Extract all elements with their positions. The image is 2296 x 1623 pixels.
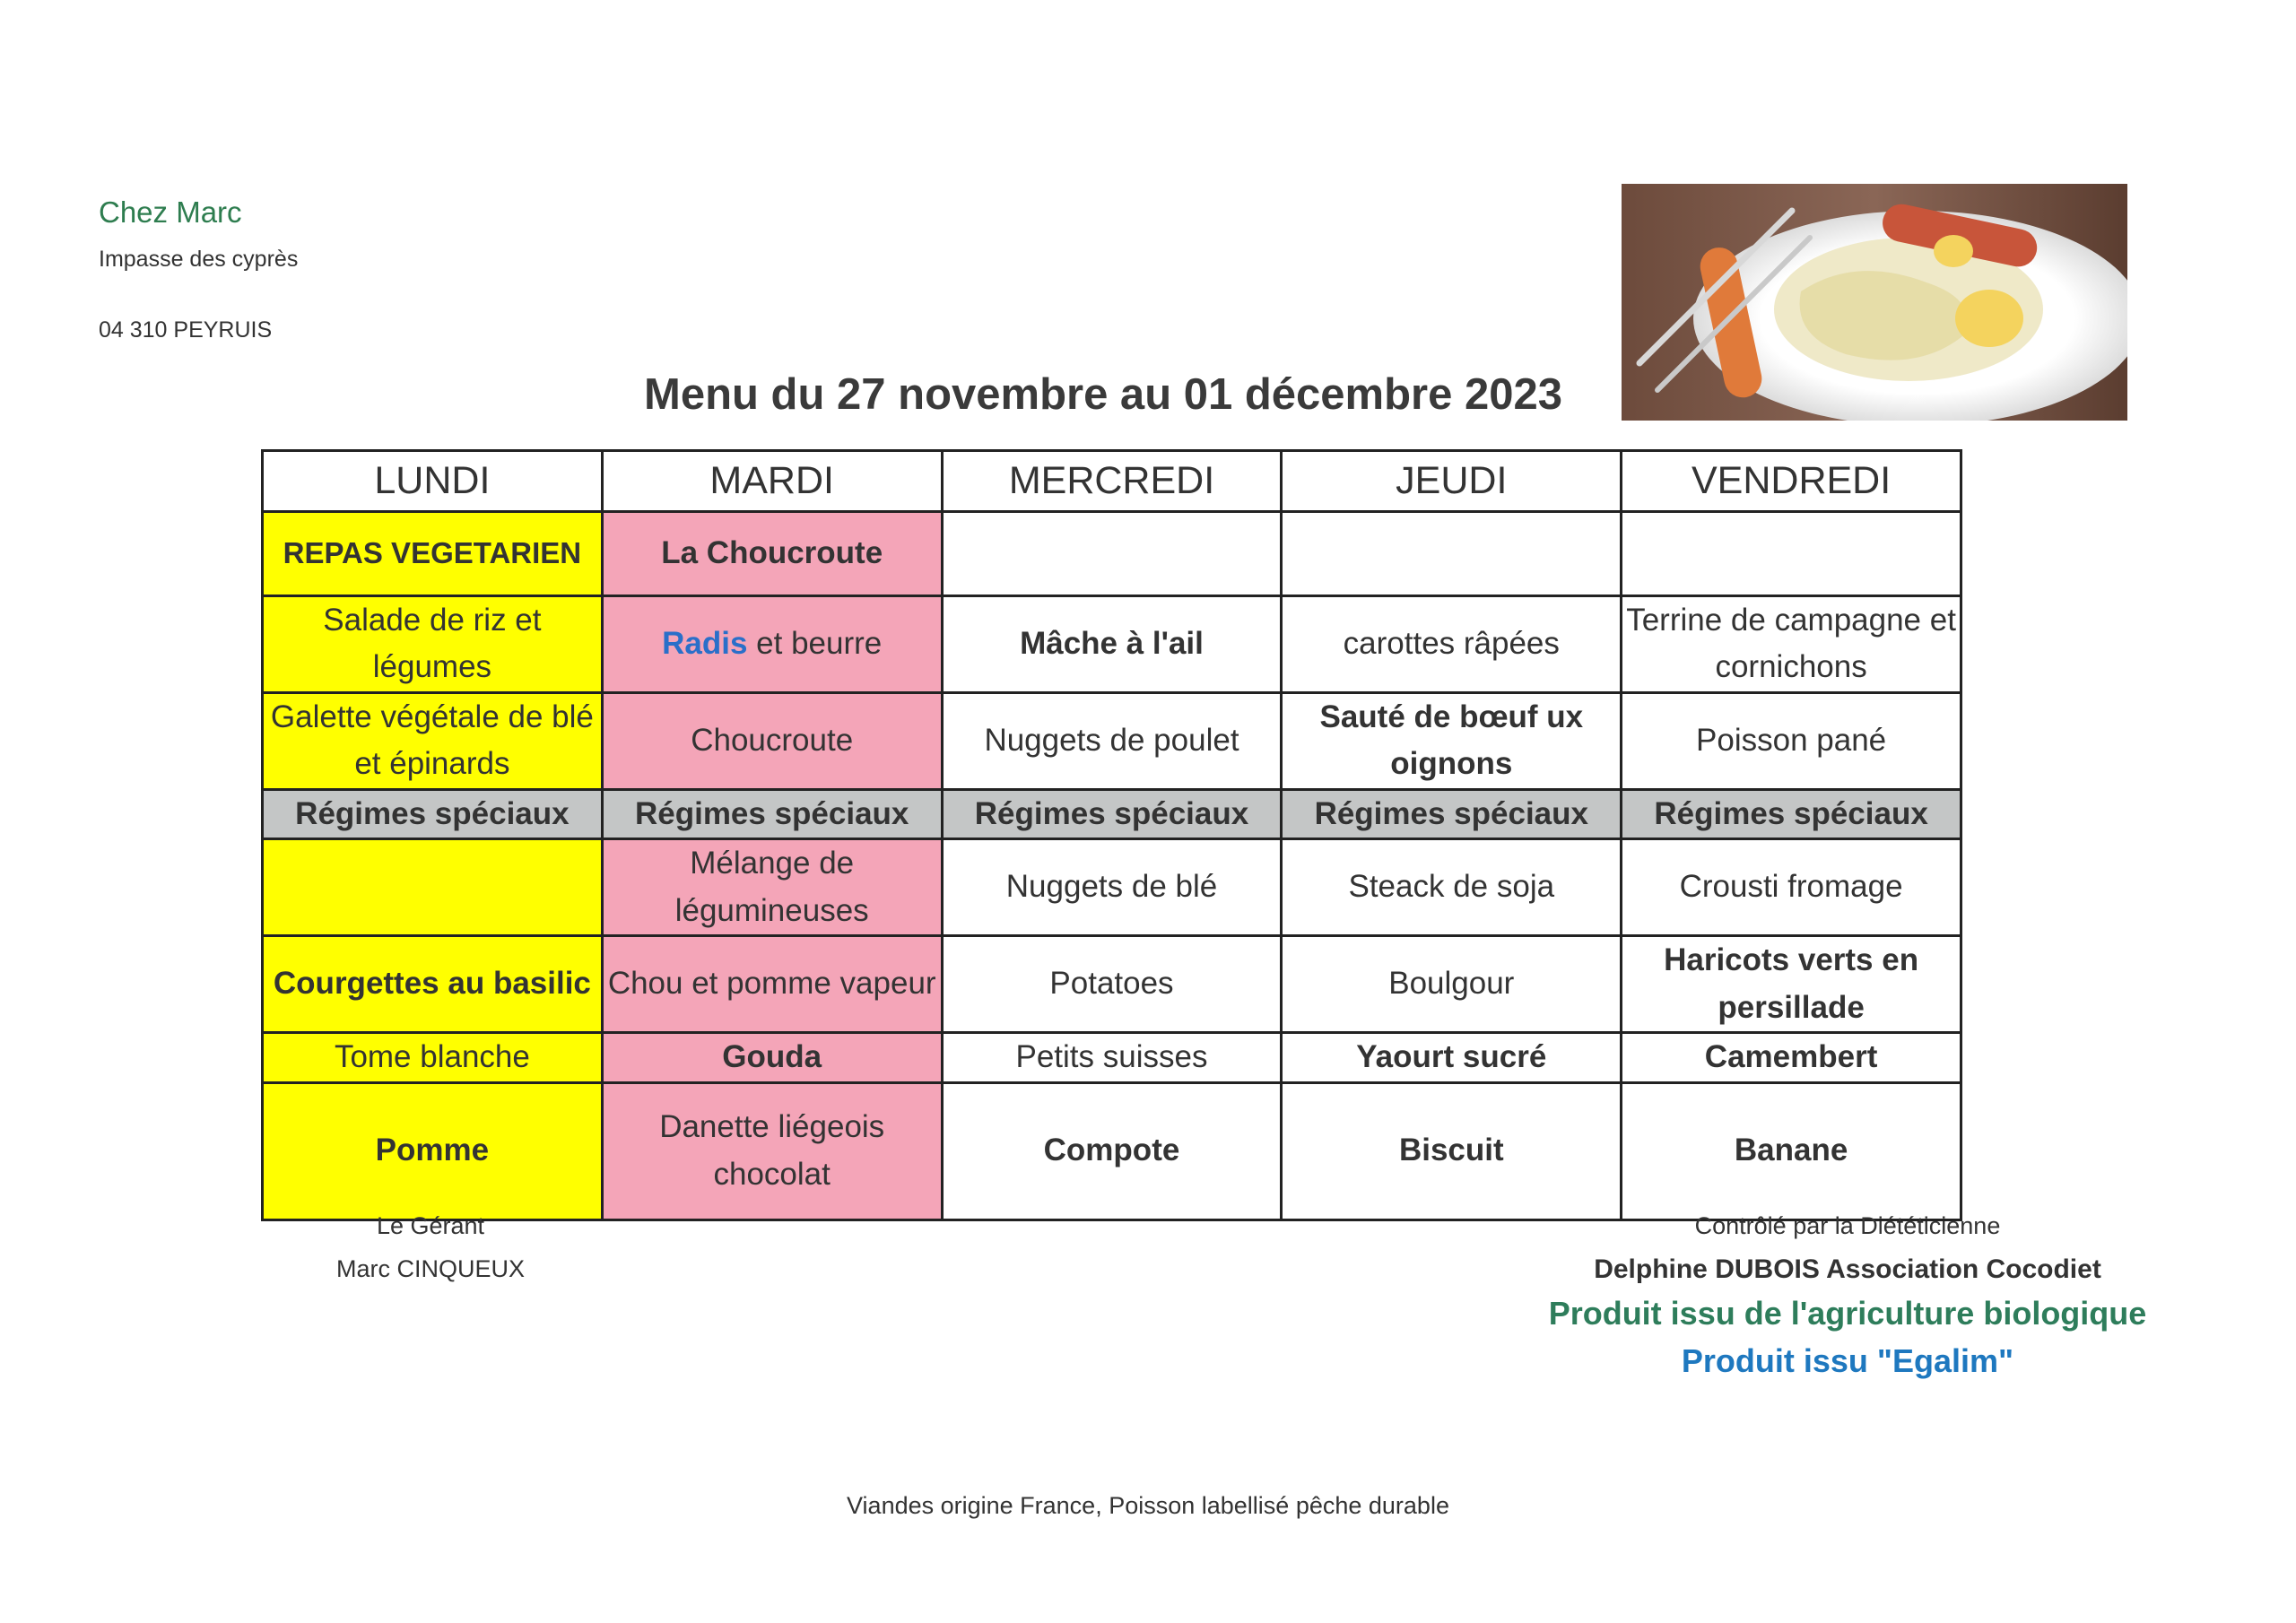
menu-cell: Chou et pomme vapeur xyxy=(602,936,942,1033)
main-dish-row xyxy=(263,692,1961,789)
theme-cell xyxy=(942,511,1282,595)
menu-cell: Petits suisses xyxy=(942,1033,1282,1083)
day-header-vendredi: VENDREDI xyxy=(1622,451,1961,512)
dairy-row xyxy=(263,1033,1961,1083)
special-diet-label: Régimes spéciaux xyxy=(263,789,603,839)
address-street: Impasse des cyprès xyxy=(99,247,299,272)
menu-cell: carottes râpées xyxy=(1282,595,1622,692)
day-header-mercredi: MERCREDI xyxy=(942,451,1282,512)
menu-cell: Terrine de campagne et cornichons xyxy=(1622,595,1961,692)
menu-cell: Biscuit xyxy=(1282,1082,1622,1219)
menu-cell: Crousti fromage xyxy=(1622,839,1961,936)
restaurant-name: Chez Marc xyxy=(99,195,242,229)
legend-organic: Produit issu de l'agriculture biologique xyxy=(1548,1295,2147,1332)
day-header-lundi: LUNDI xyxy=(263,451,603,512)
menu-cell: Nuggets de blé xyxy=(942,839,1282,936)
menu-cell: Nuggets de poulet xyxy=(942,692,1282,789)
menu-cell xyxy=(602,595,942,692)
weekly-menu-table xyxy=(261,449,1962,1221)
special-diet-header-row xyxy=(263,789,1961,839)
menu-item-bio: Radis xyxy=(662,625,748,661)
menu-cell: Banane xyxy=(1622,1082,1961,1219)
menu-cell: Sauté de bœuf ux oignons xyxy=(1282,692,1622,789)
address-city: 04 310 PEYRUIS xyxy=(99,317,273,343)
menu-cell: Gouda xyxy=(602,1033,942,1083)
menu-cell: Mâche à l'ail xyxy=(942,595,1282,692)
special-diet-label: Régimes spéciaux xyxy=(942,789,1282,839)
menu-cell: Salade de riz et légumes xyxy=(263,595,603,692)
menu-cell: Steack de soja xyxy=(1282,839,1622,936)
menu-cell: Haricots verts en persillade xyxy=(1622,936,1961,1033)
menu-cell: Tome blanche xyxy=(263,1033,603,1083)
menu-cell: Yaourt sucré xyxy=(1282,1033,1622,1083)
menu-cell: Mélange de légumineuses xyxy=(602,839,942,936)
menu-cell: Poisson pané xyxy=(1622,692,1961,789)
theme-cell xyxy=(1622,511,1961,595)
manager-name: Marc CINQUEUX xyxy=(335,1255,525,1282)
menu-cell xyxy=(263,839,603,936)
special-diet-label: Régimes spéciaux xyxy=(1622,789,1961,839)
menu-item-text: et beurre xyxy=(747,625,883,661)
theme-cell: La Choucroute xyxy=(602,511,942,595)
menu-cell: Compote xyxy=(942,1082,1282,1219)
origin-note: Viandes origine France, Poisson labellisé pêche durable xyxy=(847,1492,1449,1519)
theme-row xyxy=(263,511,1961,595)
legend-egalim: Produit issu "Egalim" xyxy=(1681,1342,2014,1379)
manager-label: Le Gérant xyxy=(376,1212,485,1239)
choucroute-plate-photo xyxy=(1622,184,2127,421)
dietitian-name: Delphine DUBOIS Association Cocodiet xyxy=(1594,1254,2101,1284)
menu-cell: Danette liégeois chocolat xyxy=(602,1082,942,1219)
menu-cell: Galette végétale de blé et épinards xyxy=(263,692,603,789)
dessert-row xyxy=(263,1082,1961,1219)
menu-cell: Pomme xyxy=(263,1082,603,1219)
menu-cell: Choucroute xyxy=(602,692,942,789)
starter-row xyxy=(263,595,1961,692)
menu-cell: Courgettes au basilic xyxy=(263,936,603,1033)
menu-cell: Boulgour xyxy=(1282,936,1622,1033)
theme-cell: REPAS VEGETARIEN xyxy=(263,511,603,595)
side-dish-row xyxy=(263,936,1961,1033)
special-diet-row xyxy=(263,839,1961,936)
page-title: Menu du 27 novembre au 01 décembre 2023 xyxy=(644,370,1562,419)
day-header-mardi: MARDI xyxy=(602,451,942,512)
special-diet-label: Régimes spéciaux xyxy=(1282,789,1622,839)
dietitian-label: Contrôlé par la Diététicienne xyxy=(1694,1212,2001,1239)
menu-cell: Potatoes xyxy=(942,936,1282,1033)
menu-cell: Camembert xyxy=(1622,1033,1961,1083)
table-header-row xyxy=(263,451,1961,512)
theme-cell xyxy=(1282,511,1622,595)
special-diet-label: Régimes spéciaux xyxy=(602,789,942,839)
day-header-jeudi: JEUDI xyxy=(1282,451,1622,512)
